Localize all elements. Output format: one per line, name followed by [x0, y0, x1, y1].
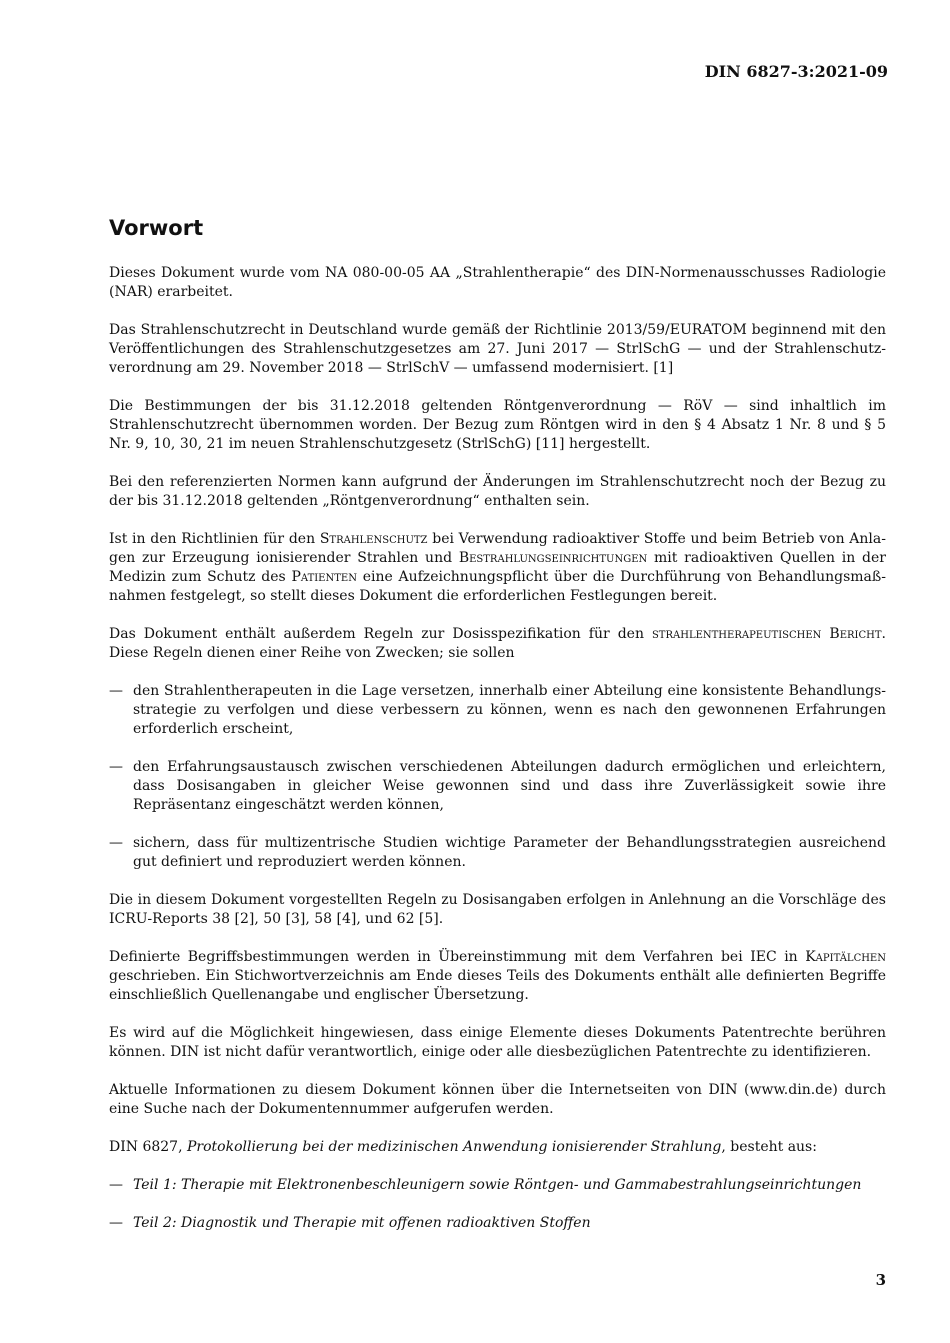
defined-term: Kapitälchen — [805, 949, 886, 965]
paragraph — [109, 948, 886, 1005]
text-run: Definierte Begriffsbestimmungen werden in Übereinstimmung mit dem Verfahren bei IEC in — [109, 949, 806, 965]
section-title: Vorwort — [109, 216, 204, 240]
paragraph: Das Strahlenschutzrecht in Deutschland wurde gemäß der Richtlinie 2013/59/EURATOM beginnend mit den Veröffentlichungen des Strahlenschutzgesetzes am 27. Juni 2017 — StrlSchG — und der Strahlenschutzverordnung am 29. November 2018 — StrlSchV — umfassend modernisiert. [1] — [109, 322, 886, 376]
text-run: geschrieben. Ein Stichwortverzeichnis am Ende dieses Teils des Dokuments enthält alle definierten Begriffe einschließlich Quellenangabe und englischer Übersetzung. — [109, 968, 886, 1003]
part-title: Teil 2: Diagnostik und Therapie mit offenen radioaktiven Stoffen — [133, 1215, 591, 1231]
paragraph — [109, 1138, 886, 1157]
document-body — [109, 216, 886, 1252]
paragraph: Aktuelle Informationen zu diesem Dokument können über die Internetseiten von DIN (www.din.de) durch eine Suche nach der Dokumentennummer aufgerufen werden. — [109, 1082, 886, 1117]
text-run: bei Verwendung radioaktiver Stoffe und beim Betrieb von Anlagen zur Erzeugung ionisierender Strahlen und — [109, 531, 886, 566]
standard-title: Protokollierung bei der medizinischen Anwendung ionisierender Strahlung — [186, 1139, 722, 1155]
dash-marker: — — [109, 683, 123, 699]
dash-marker: — — [109, 1215, 123, 1231]
dash-marker: — — [109, 835, 123, 851]
paragraph: Die Bestimmungen der bis 31.12.2018 geltenden Röntgenverordnung — RöV — sind inhaltlich im Strahlenschutzrecht übernommen worden. Der Bezug zum Röntgen wird in den § 4 Absatz 1 Nr. 8 und § 5 Nr. 9, 10, 30, 21 im neuen Strahlenschutzgesetz (StrlSchG) [11] hergestellt. — [109, 398, 886, 452]
defined-term: Strahlenschutz — [319, 531, 428, 547]
defined-term: Patienten — [291, 569, 357, 585]
document-id: DIN 6827-3:2021-09 — [704, 62, 888, 81]
list-item — [109, 1214, 886, 1233]
list-item — [109, 682, 886, 739]
list-item-text: den Erfahrungsaustausch zwischen verschiedenen Abteilungen dadurch ermöglichen und erleichtern, dass Dosisangaben in gleicher Weise gewonnen sind und dass ihre Zuverlässigkeit sowie ihre Repräsentanz eingeschätzt werden können, — [133, 759, 886, 813]
paragraph — [109, 530, 886, 606]
text-run: eine Aufzeichnungspflicht über die Durchführung von Behandlungsmaßnahmen festgelegt, so stellt dieses Dokument die erforderlichen Festlegungen bereit. — [109, 569, 886, 604]
paragraph: Die in diesem Dokument vorgestellten Regeln zu Dosisangaben erfolgen in Anlehnung an die Vorschläge des ICRU-Reports 38 [2], 50 [3], 58 [4], und 62 [5]. — [109, 892, 886, 927]
list-item — [109, 1176, 886, 1195]
text-run: . Diese Regeln dienen einer Reihe von Zwecken; sie sollen — [109, 626, 886, 661]
list-item-text: den Strahlentherapeuten in die Lage versetzen, innerhalb einer Abteilung eine konsistente Behandlungsstrategie zu verfolgen und diese verbessern zu können, wenn es nach den gewonnenen Erfahrungen erforderlich erscheint, — [133, 683, 886, 737]
defined-term: Bestrahlungseinrichtungen — [458, 550, 648, 566]
text-run: Das Dokument enthält außerdem Regeln zur Dosisspezifikation für den — [109, 626, 652, 642]
paragraph: Es wird auf die Möglichkeit hingewiesen, dass einige Elemente dieses Dokuments Patentrechte berühren können. DIN ist nicht dafür verantwortlich, einige oder alle diesbezüglichen Patentrechte zu identifizieren. — [109, 1025, 886, 1060]
defined-term: strahlentherapeutischen Bericht — [651, 626, 882, 642]
list-item — [109, 834, 886, 872]
paragraph: Bei den referenzierten Normen kann aufgrund der Änderungen im Strahlenschutzrecht noch der Bezug zu der bis 31.12.2018 geltenden „Röntgenverordnung“ enthalten sein. — [109, 474, 886, 509]
list-item-text: sichern, dass für multizentrische Studien wichtige Parameter der Behandlungsstrategien ausreichend gut definiert und reproduziert werden können. — [133, 835, 886, 870]
text-run: , besteht aus: — [721, 1139, 817, 1155]
page-number: 3 — [875, 1271, 886, 1289]
dash-marker: — — [109, 1177, 123, 1193]
text-run: Ist in den Richtlinien für den — [109, 531, 320, 547]
paragraph: Dieses Dokument wurde vom NA 080-00-05 AA „Strahlentherapie“ des DIN-Normenausschusses Radiologie (NAR) erarbeitet. — [109, 265, 886, 300]
part-title: Teil 1: Therapie mit Elektronenbeschleunigern sowie Röntgen- und Gammabestrahlungseinrichtungen — [133, 1177, 862, 1193]
dash-marker: — — [109, 759, 123, 775]
text-run: mit radioaktiven Quellen in der Medizin zum Schutz des — [109, 550, 886, 585]
paragraph — [109, 625, 886, 663]
list-item — [109, 758, 886, 815]
text-run: DIN 6827, — [109, 1139, 187, 1155]
